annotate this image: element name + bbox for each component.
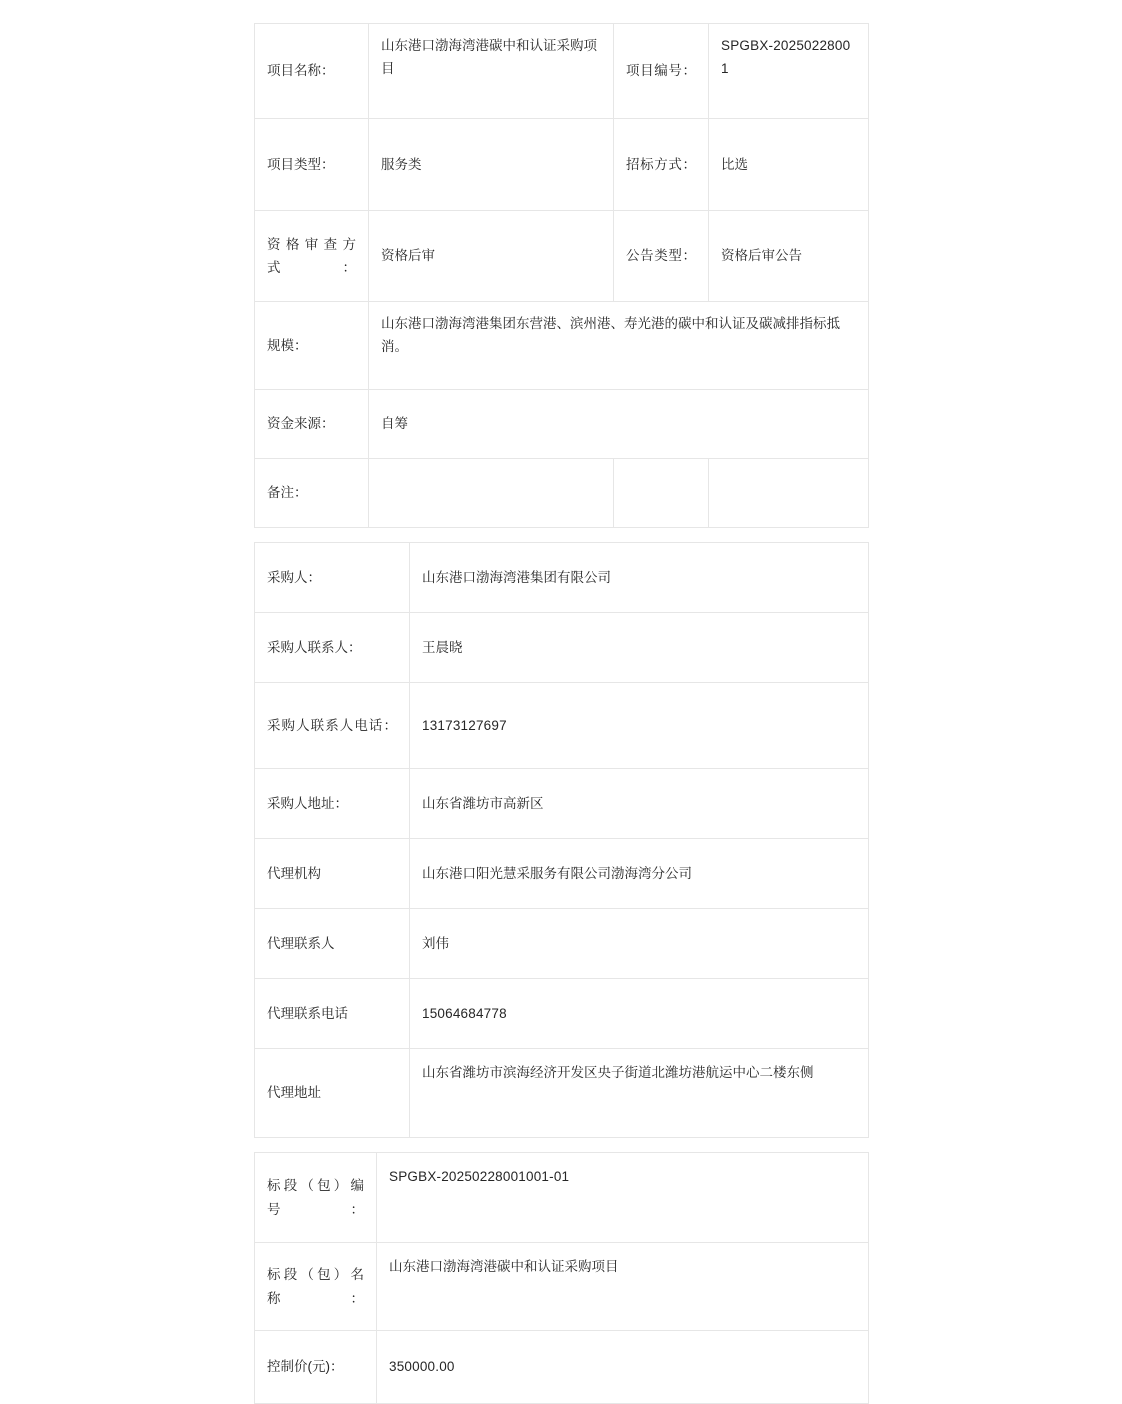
project-type-value: 服务类 <box>369 119 614 211</box>
lot-name-value: 山东港口渤海湾港碳中和认证采购项目 <box>377 1243 869 1331</box>
qualification-review-value: 资格后审 <box>369 211 614 302</box>
table-row <box>255 459 869 528</box>
remark-label: 备注： <box>255 459 369 528</box>
bidding-method-label: 招标方式： <box>614 119 709 211</box>
scale-value: 山东港口渤海湾港集团东营港、滨州港、寿光港的碳中和认证及碳减排指标抵消。 <box>369 302 869 390</box>
table-row <box>255 683 869 769</box>
purchaser-contact-value: 王晨晓 <box>410 613 869 683</box>
lot-info-table <box>254 1152 869 1404</box>
table-row <box>255 390 869 459</box>
purchaser-label: 采购人： <box>255 543 410 613</box>
agency-contact-label: 代理联系人 <box>255 909 410 979</box>
purchaser-contact-label: 采购人联系人： <box>255 613 410 683</box>
funding-source-label: 资金来源： <box>255 390 369 459</box>
purchaser-address-value: 山东省潍坊市高新区 <box>410 769 869 839</box>
project-name-label: 项目名称： <box>255 24 369 119</box>
table-row <box>255 543 869 613</box>
table-row <box>255 909 869 979</box>
remark-spacer-a <box>614 459 709 528</box>
agency-phone-label: 代理联系电话 <box>255 979 410 1049</box>
announcement-type-value: 资格后审公告 <box>709 211 869 302</box>
contact-info-table <box>254 542 869 1138</box>
purchaser-phone-label: 采购人联系人电话： <box>255 683 410 769</box>
lot-name-label: 标段（包）名称： <box>255 1243 377 1331</box>
agency-phone-value: 15064684778 <box>410 979 869 1049</box>
table-row <box>255 979 869 1049</box>
table-row <box>255 119 869 211</box>
table-row <box>255 839 869 909</box>
table-row <box>255 24 869 119</box>
purchaser-phone-value: 13173127697 <box>410 683 869 769</box>
table-row <box>255 211 869 302</box>
lot-number-label: 标段（包）编号： <box>255 1153 377 1243</box>
control-price-value: 350000.00 <box>377 1331 869 1404</box>
agency-value: 山东港口阳光慧采服务有限公司渤海湾分公司 <box>410 839 869 909</box>
table-row <box>255 1243 869 1331</box>
project-number-label: 项目编号： <box>614 24 709 119</box>
remark-value <box>369 459 614 528</box>
agency-address-value: 山东省潍坊市滨海经济开发区央子街道北潍坊港航运中心二楼东侧 <box>410 1049 869 1138</box>
table-row <box>255 769 869 839</box>
table-row <box>255 613 869 683</box>
table-row <box>255 1153 869 1243</box>
table-row <box>255 1049 869 1138</box>
qualification-review-label: 资格审查方式： <box>255 211 369 302</box>
project-number-value: SPGBX-20250228001 <box>709 24 869 119</box>
table-row <box>255 302 869 390</box>
agency-label: 代理机构 <box>255 839 410 909</box>
remark-spacer-b <box>709 459 869 528</box>
table-row <box>255 1331 869 1404</box>
bidding-method-value: 比选 <box>709 119 869 211</box>
announcement-type-label: 公告类型： <box>614 211 709 302</box>
agency-address-label: 代理地址 <box>255 1049 410 1138</box>
funding-source-value: 自筹 <box>369 390 869 459</box>
scale-label: 规模： <box>255 302 369 390</box>
agency-contact-value: 刘伟 <box>410 909 869 979</box>
purchaser-address-label: 采购人地址： <box>255 769 410 839</box>
control-price-label: 控制价(元)： <box>255 1331 377 1404</box>
project-name-value: 山东港口渤海湾港碳中和认证采购项目 <box>369 24 614 119</box>
project-info-table <box>254 23 869 528</box>
project-type-label: 项目类型： <box>255 119 369 211</box>
lot-number-value: SPGBX-20250228001001-01 <box>377 1153 869 1243</box>
purchaser-value: 山东港口渤海湾港集团有限公司 <box>410 543 869 613</box>
